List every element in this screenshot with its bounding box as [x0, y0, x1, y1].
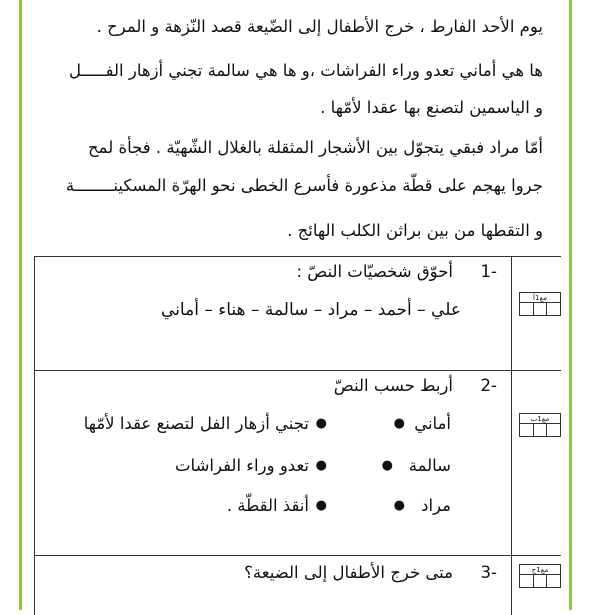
- grade-box-q1: [519, 292, 561, 316]
- bullet-icon: ●: [315, 458, 327, 473]
- bullet-icon: ●: [393, 416, 405, 431]
- passage-line-4: أمّا مراد فبقي يتجوّل بين الأشجار المثقلة بالغلال الشّهيّة . فجأة لمح: [88, 138, 543, 157]
- question-1-number: -1: [480, 262, 497, 281]
- match-right-item-2[interactable]: تعدو وراء الفراشات: [175, 456, 309, 475]
- passage-line-3: و الياسمين لتصنع بها عقدا لأمّها .: [320, 98, 543, 117]
- passage-line-6: و التقطها من بين براثن الكلب الهائج .: [287, 221, 543, 240]
- passage-line-1: يوم الأحد الفارط ، خرج الأطفال إلى الضّيعة قصد النّزهة و المرح .: [96, 17, 543, 36]
- grade-column-divider: [511, 371, 512, 556]
- passage-line-2: ها هي أماني تعدو وراء الفراشات ،و ها هي سالمة تجني أزهار الفـــــل: [69, 61, 543, 80]
- bullet-icon: ●: [393, 498, 405, 513]
- bullet-icon: ●: [315, 498, 327, 513]
- grade-label-q3: مع1ج: [531, 566, 549, 574]
- grade-label-q2: مع1ب: [530, 415, 550, 423]
- question-1-options: علي – أحمد – مراد – سالمة – هناء – أماني: [161, 300, 461, 320]
- match-left-item-3[interactable]: مراد: [421, 496, 451, 515]
- grade-column-divider: [511, 257, 512, 371]
- grade-cells-q1: [520, 302, 560, 315]
- match-right-item-3[interactable]: أنقذ القطّة .: [226, 496, 309, 515]
- grade-box-q3: [519, 564, 561, 588]
- passage-line-5: جروا يهجم على قطّة مذعورة فأسرع الخطى نحو الهرّة المسكينــــــــة: [65, 176, 543, 195]
- question-3-box: [34, 555, 561, 615]
- question-3-number: -3: [480, 563, 497, 582]
- question-2-number: -2: [480, 376, 497, 395]
- match-left-item-2[interactable]: سالمة: [408, 456, 451, 475]
- match-left-item-1[interactable]: أماني: [414, 414, 451, 433]
- match-right-item-1[interactable]: تجني أزهار الفل لتصنع عقدا لأمّها: [83, 414, 309, 433]
- grade-label-q1: مع1أ: [533, 294, 547, 302]
- grade-cells-q3: [520, 574, 560, 587]
- grade-column-divider: [511, 556, 512, 615]
- bullet-icon: ●: [315, 416, 327, 431]
- question-2-prompt: أربط حسب النصّ: [333, 376, 453, 395]
- question-1-box: [34, 256, 561, 371]
- grade-box-q2: [519, 413, 561, 437]
- grade-cells-q2: [520, 423, 560, 436]
- question-2-box: [34, 370, 561, 556]
- bullet-icon: ●: [381, 458, 393, 473]
- question-3-prompt: متى خرج الأطفال إلى الضيعة؟: [244, 563, 453, 582]
- question-1-prompt: أحوّق شخصيّات النصّ :: [296, 262, 453, 281]
